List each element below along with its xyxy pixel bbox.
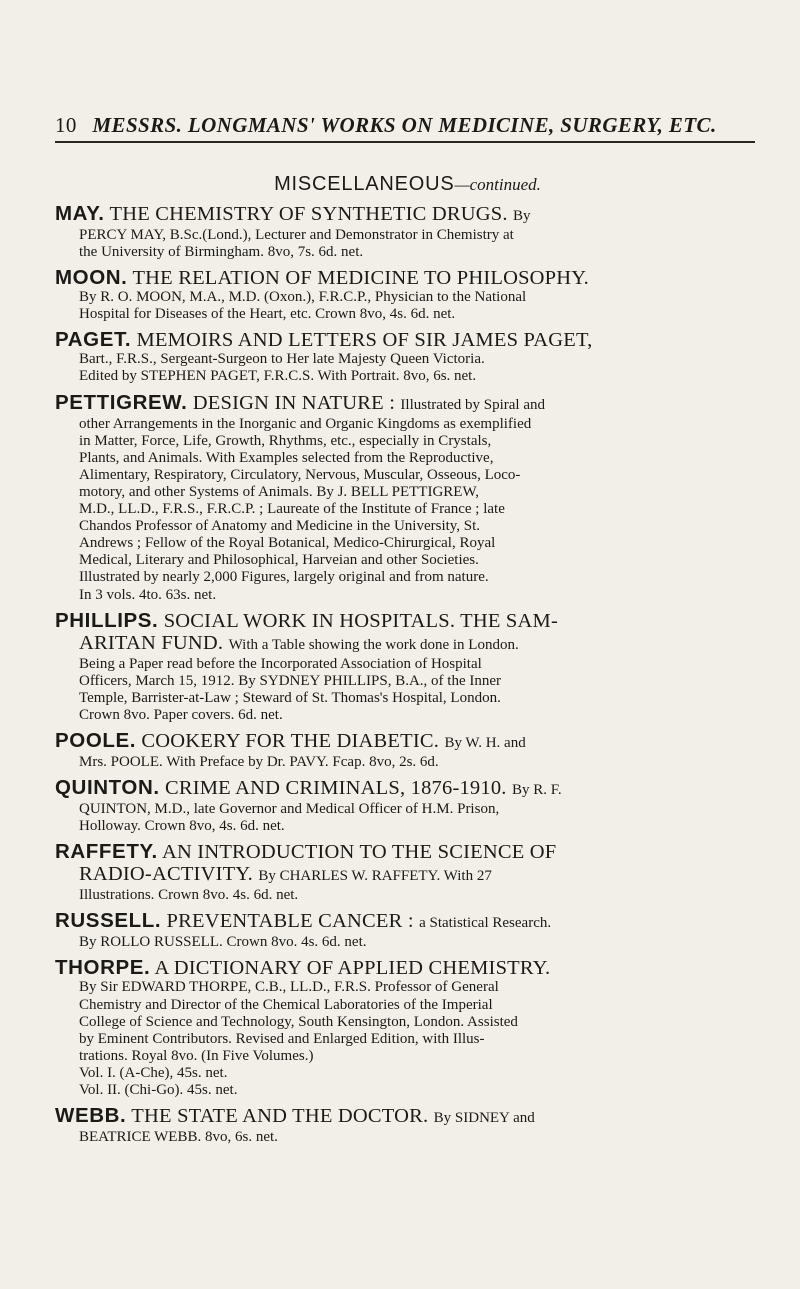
catalogue-entry	[55, 730, 760, 771]
catalogue-entry	[55, 329, 760, 385]
entry-description-line: BEATRICE WEBB. 8vo, 6s. net.	[79, 1129, 278, 1146]
catalogue-entry	[55, 203, 760, 261]
entry-heading	[55, 1105, 760, 1129]
entry-author: PHILLIPS.	[55, 608, 159, 632]
catalogue-entry	[55, 610, 760, 724]
entry-description-line: in Matter, Force, Life, Growth, Rhythms, etc., especially in Crystals,	[79, 432, 492, 449]
entry-author: THORPE.	[55, 956, 151, 980]
page-number: 10	[55, 113, 77, 137]
entry-heading	[55, 841, 760, 863]
entry-description-line: In 3 vols. 4to. 63s. net.	[79, 586, 217, 603]
entry-author: PETTIGREW.	[55, 390, 188, 414]
catalogue-entry	[55, 392, 760, 604]
entry-title: THE CHEMISTRY OF SYNTHETIC DRUGS.	[109, 203, 508, 225]
entry-description-line: Chandos Professor of Anatomy and Medicine in the University, St.	[79, 518, 481, 535]
entry-author: PAGET.	[55, 328, 132, 352]
entry-author: MAY.	[55, 202, 105, 225]
catalogue-entry	[55, 910, 760, 951]
entry-title: CRIME AND CRIMINALS, 1876-1910.	[164, 777, 507, 800]
section-title-main: MISCELLANEOUS	[274, 173, 455, 195]
entry-description-line: Hospital for Diseases of the Heart, etc. Crown 8vo, 4s. 6d. net.	[79, 306, 456, 323]
entry-title: AN INTRODUCTION TO THE SCIENCE OF	[161, 841, 557, 864]
entry-description-line: Holloway. Crown 8vo, 4s. 6d. net.	[79, 818, 285, 835]
entry-heading-rest: By W. H. and	[444, 734, 526, 751]
entry-title: SOCIAL WORK IN HOSPITALS. THE SAM-	[163, 609, 558, 632]
entry-volume-line: Vol. II. (Chi-Go). 45s. net.	[79, 1082, 238, 1098]
entry-description-line: College of Science and Technology, South Kensington, London. Assisted	[79, 1013, 518, 1030]
entry-heading-rest: Illustrated by Spiral and	[400, 396, 545, 413]
catalogue-entry	[55, 841, 760, 904]
entry-author: QUINTON.	[55, 776, 160, 800]
entry-description-line: the University of Birmingham. 8vo, 7s. 6d. net.	[79, 244, 364, 261]
running-title: MESSRS. LONGMANS' WORKS ON MEDICINE, SURGERY, ETC.	[92, 113, 717, 137]
entry-heading-rest: By R. F.	[511, 782, 562, 799]
section-title	[55, 173, 760, 196]
entry-heading-continued	[79, 863, 760, 887]
entry-heading-rest: a Statistical Research.	[419, 915, 552, 932]
entry-title: THE STATE AND THE DOCTOR.	[131, 1105, 429, 1128]
entry-volume-line: Vol. I. (A-Che), 45s. net.	[79, 1064, 228, 1081]
entry-author: RAFFETY.	[55, 840, 158, 864]
running-head	[55, 113, 760, 138]
catalogue-entry	[55, 267, 760, 323]
entry-description-line: Andrews ; Fellow of the Royal Botanical, Medico-Chirurgical, Royal	[79, 535, 496, 552]
entry-description-line: other Arrangements in the Inorganic and Organic Kingdoms as exemplified	[79, 415, 532, 432]
entry-heading-rest: With a Table showing the work done in London.	[228, 636, 519, 653]
entry-author: RUSSELL.	[55, 909, 162, 933]
entry-title: COOKERY FOR THE DIABETIC.	[141, 729, 440, 752]
entry-description-line: Mrs. POOLE. With Preface by Dr. PAVY. Fcap. 8vo, 2s. 6d.	[79, 753, 439, 770]
catalogue-entries	[55, 203, 760, 1152]
entry-heading-continued	[79, 632, 760, 656]
catalogue-entry	[55, 957, 760, 1099]
entry-heading-rest: By CHARLES W. RAFFETY. With 27	[258, 868, 492, 885]
entry-title: DESIGN IN NATURE :	[192, 391, 396, 414]
entry-title: A DICTIONARY OF APPLIED CHEMISTRY.	[154, 957, 551, 980]
entry-author: WEBB.	[55, 1104, 127, 1128]
entry-heading	[55, 777, 760, 801]
entry-description-line: M.D., LL.D., F.R.S., F.R.C.P. ; Laureate of the Institute of France ; late	[79, 501, 505, 518]
entry-description-line: trations. Royal 8vo. (In Five Volumes.)	[79, 1047, 314, 1064]
entry-description-line: Being a Paper read before the Incorporated Association of Hospital	[79, 655, 482, 672]
entry-title-continued: ARITAN FUND.	[79, 631, 224, 654]
entry-description-line: Chemistry and Director of the Chemical Laboratories of the Imperial	[79, 996, 493, 1013]
entry-description-line: PERCY MAY, B.Sc.(Lond.), Lecturer and Demonstrator in Chemistry at	[79, 227, 514, 243]
entry-title: PREVENTABLE CANCER :	[166, 910, 414, 933]
entry-author: POOLE.	[55, 728, 137, 752]
catalogue-entry	[55, 1105, 760, 1146]
entry-description-line: Alimentary, Respiratory, Circulatory, Nervous, Muscular, Osseous, Loco-	[79, 466, 521, 483]
entry-heading	[55, 910, 760, 934]
entry-description-line: Medical, Literary and Philosophical, Harveian and other Societies.	[79, 552, 479, 569]
entry-description-line: By Sir EDWARD THORPE, C.B., LL.D., F.R.S. Professor of General	[79, 979, 499, 996]
entry-heading-rest: By SIDNEY and	[433, 1110, 535, 1127]
entry-description-line: by Eminent Contributors. Revised and Enlarged Edition, with Illus-	[79, 1030, 485, 1047]
entry-description-line: motory, and other Systems of Animals. By J. BELL PETTIGREW,	[79, 483, 479, 500]
entry-heading	[55, 203, 760, 227]
header-rule	[55, 141, 755, 143]
entry-description-line: Plants, and Animals. With Examples selected from the Reproductive,	[79, 449, 494, 466]
entry-description-line: Officers, March 15, 1912. By SYDNEY PHILLIPS, B.A., of the Inner	[79, 672, 502, 689]
entry-title-continued: RADIO-ACTIVITY.	[79, 863, 254, 886]
entry-heading	[55, 730, 760, 754]
entry-description-line: By ROLLO RUSSELL. Crown 8vo. 4s. 6d. net.	[79, 934, 367, 951]
entry-description-line: Illustrated by nearly 2,000 Figures, largely original and from nature.	[79, 569, 489, 586]
entry-heading	[55, 392, 760, 416]
entry-description-line: QUINTON, M.D., late Governor and Medical Officer of H.M. Prison,	[79, 801, 500, 818]
entry-description-line: Edited by STEPHEN PAGET, F.R.C.S. With Portrait. 8vo, 6s. net.	[79, 368, 477, 385]
catalogue-entry	[55, 777, 760, 835]
entry-heading	[55, 267, 760, 289]
entry-heading-rest: By	[513, 208, 531, 224]
entry-heading	[55, 329, 760, 351]
entry-description-line: Illustrations. Crown 8vo. 4s. 6d. net.	[79, 887, 299, 904]
entry-description-line: By R. O. MOON, M.A., M.D. (Oxon.), F.R.C.P., Physician to the National	[79, 289, 527, 306]
entry-description-line: Crown 8vo. Paper covers. 6d. net.	[79, 706, 283, 723]
entry-title: MEMOIRS AND LETTERS OF SIR JAMES PAGET,	[136, 329, 593, 352]
entry-description-line: Temple, Barrister-at-Law ; Steward of St. Thomas's Hospital, London.	[79, 689, 501, 706]
entry-description-line: Bart., F.R.S., Sergeant-Surgeon to Her late Majesty Queen Victoria.	[79, 351, 485, 368]
entry-heading	[55, 610, 760, 632]
section-title-continued: —continued.	[454, 175, 541, 194]
entry-author: MOON.	[55, 266, 128, 290]
entry-heading	[55, 957, 760, 979]
entry-title: THE RELATION OF MEDICINE TO PHILOSOPHY.	[132, 267, 589, 290]
